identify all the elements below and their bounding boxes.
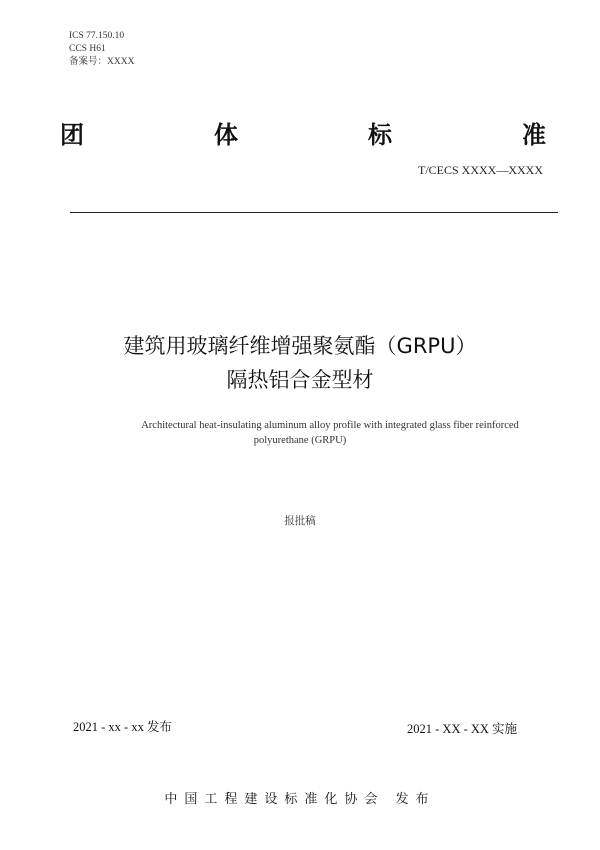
chinese-title-line-2: 隔热铝合金型材 xyxy=(226,368,374,392)
standard-type-char: 团 xyxy=(60,120,84,149)
issuer: 中国工程建设标准化协会 发布 xyxy=(164,792,436,807)
classification-block xyxy=(69,30,134,69)
record-number: 备案号：XXXX xyxy=(69,57,135,67)
implement-date: 2021 - XX - XX 实施 xyxy=(407,722,518,736)
standard-code: T/CECS XXXX—XXXX xyxy=(417,163,543,177)
standard-type-heading xyxy=(60,116,546,148)
ccs-code: CCS H61 xyxy=(69,44,106,54)
ics-code: ICS 77.150.10 xyxy=(69,31,125,41)
english-title-line-1: Architectural heat-insulating aluminum alloy profile with integrated glass fiber reinforced xyxy=(141,420,519,431)
standard-type-char: 体 xyxy=(214,120,238,149)
standard-type-char: 准 xyxy=(522,120,546,149)
header-divider xyxy=(70,212,558,213)
chinese-title-line-1: 建筑用玻璃纤维增强聚氨酯（GRPU） xyxy=(123,334,477,358)
english-title-line-2: polyurethane (GRPU) xyxy=(253,435,347,446)
draft-status: 报批稿 xyxy=(284,515,316,527)
publish-date: 2021 - xx - xx 发布 xyxy=(73,720,172,734)
standard-type-char: 标 xyxy=(368,120,392,149)
